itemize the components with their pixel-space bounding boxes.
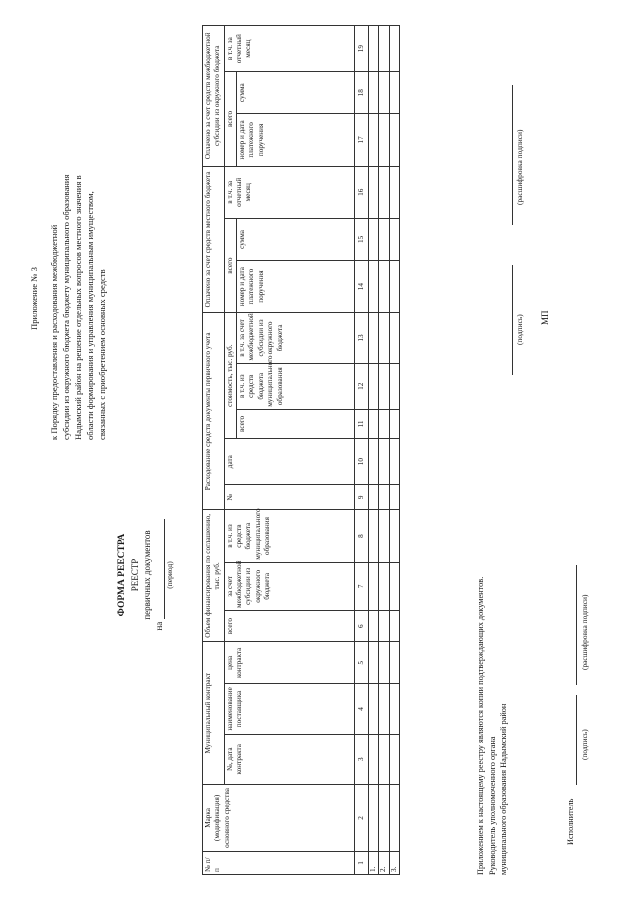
header-cost-total: всего [237,409,355,438]
form-title-block [116,435,175,715]
col-number: 3 [355,734,369,784]
head-title-line2: муниципального образования Надымский район [499,703,509,875]
table-row [389,26,399,875]
col-number: 15 [355,219,369,261]
header-volume-subsidy: за счет межбюджетной субсидии из окружного бюджета [224,562,354,610]
register-subtitle: первичных документов [141,530,152,620]
header-cost-subsidy: в т.ч. за счет межбюджетной субсидии из окружного бюджета [237,313,355,363]
header-paid-local: Оплачено за счет средств местного бюджета [203,166,225,313]
annex-block [28,20,108,440]
header-volume-municipal: в т.ч. из средств бюджета муниципального образования [224,510,354,562]
register-word: РЕЕСТР [129,558,140,592]
head-signature-line [512,265,513,375]
head-signature-caption: (подпись) [515,314,524,345]
period-prefix: на [154,621,165,631]
header-subsidy-doc: номер и дата платежного поручения [237,114,355,166]
annex-line: к Порядку предоставления и расходования межбюджетной [49,224,60,440]
col-number: 7 [355,562,369,610]
col-number: 8 [355,510,369,562]
header-local-total: всего [224,219,236,313]
head-decode-caption: (расшифровка подписи) [515,129,524,205]
header-contract-price: цена контракта [224,642,354,684]
header-cost: стоимость, тыс. руб. [224,313,236,439]
col-number: 19 [355,26,369,72]
annex-title: Приложение № 3 [29,267,39,330]
executor-decode-line [576,565,577,685]
col-number: 11 [355,409,369,438]
executor-signature-line [576,695,577,785]
annex-line: области формирования и управления муниципальным имуществом, [85,191,96,440]
header-paid-subsidy: Оплачено за счет средств межбюджетной субсидии из окружного бюджета [203,26,225,167]
header-volume-total: всего [224,610,354,641]
col-number: 16 [355,166,369,218]
header-num: № п/п [203,851,355,874]
header-doc-date: дата [224,439,354,485]
col-number: 5 [355,642,369,684]
rotated-document [20,15,620,885]
head-decode-line [512,85,513,225]
form-title: ФОРМА РЕЕСТРА [117,533,127,617]
attachment-note: Приложением к настоящему реестру являются копии подтверждающих документов. [476,576,485,875]
header-subsidy-sum: сумма [237,72,355,114]
header-volume: Объем финансирования по соглашению, тыс. руб. [203,510,225,642]
header-cost-municipal: в т.ч. из средств бюджета муниципального образования [237,363,355,409]
annex-line: субсидии из окружного бюджета бюджету муниципального образования [61,174,72,440]
col-number: 6 [355,610,369,641]
header-local-sum: сумма [237,219,355,261]
header-contract: Муниципальный контракт [203,642,225,785]
row-number: 1. [369,851,379,874]
executor-label: Исполнитель [566,798,575,845]
stamp-mark: МП [540,310,550,325]
period-hint: (период) [165,561,175,589]
col-number: 9 [355,485,369,510]
executor-signature-caption: (подпись) [580,729,589,760]
period-row [153,435,165,715]
header-subsidy-total: всего [224,72,236,166]
annex-line: Надымский район на решение отдельных вопросов местного значения в [73,175,84,440]
col-number: 1 [355,851,369,874]
column-number-row [355,26,369,875]
header-contract-number: №, дата контракта [224,734,354,784]
col-number: 4 [355,684,369,734]
row-number: 3. [389,851,399,874]
table-row [379,26,389,875]
row-number: 2. [379,851,389,874]
annex-line: связанных с приобретением основных средств [97,269,108,440]
col-number: 13 [355,313,369,363]
register-table [202,25,400,875]
header-doc-number: № [224,485,354,510]
executor-decode-caption: (расшифровка подписи) [580,594,589,670]
header-supplier: наименование поставщика [224,684,354,734]
header-local-doc: номер и дата платежного поручения [237,260,355,312]
col-number: 18 [355,72,369,114]
header-brand: Марка (модификация) основного средства [203,784,355,851]
col-number: 17 [355,114,369,166]
head-title-line1: Руководитель уполномоченного органа [487,736,497,875]
period-line [155,519,165,619]
header-local-month: в т.ч. за отчетный месяц [224,166,354,218]
footer-block [475,25,510,875]
col-number: 14 [355,260,369,312]
header-subsidy-month: в т.ч. за отчетный месяц [224,26,354,72]
col-number: 10 [355,439,369,485]
col-number: 2 [355,784,369,851]
table-row [369,26,379,875]
col-number: 12 [355,363,369,409]
header-expense: Расходование средств документы первичного учета [203,313,225,510]
